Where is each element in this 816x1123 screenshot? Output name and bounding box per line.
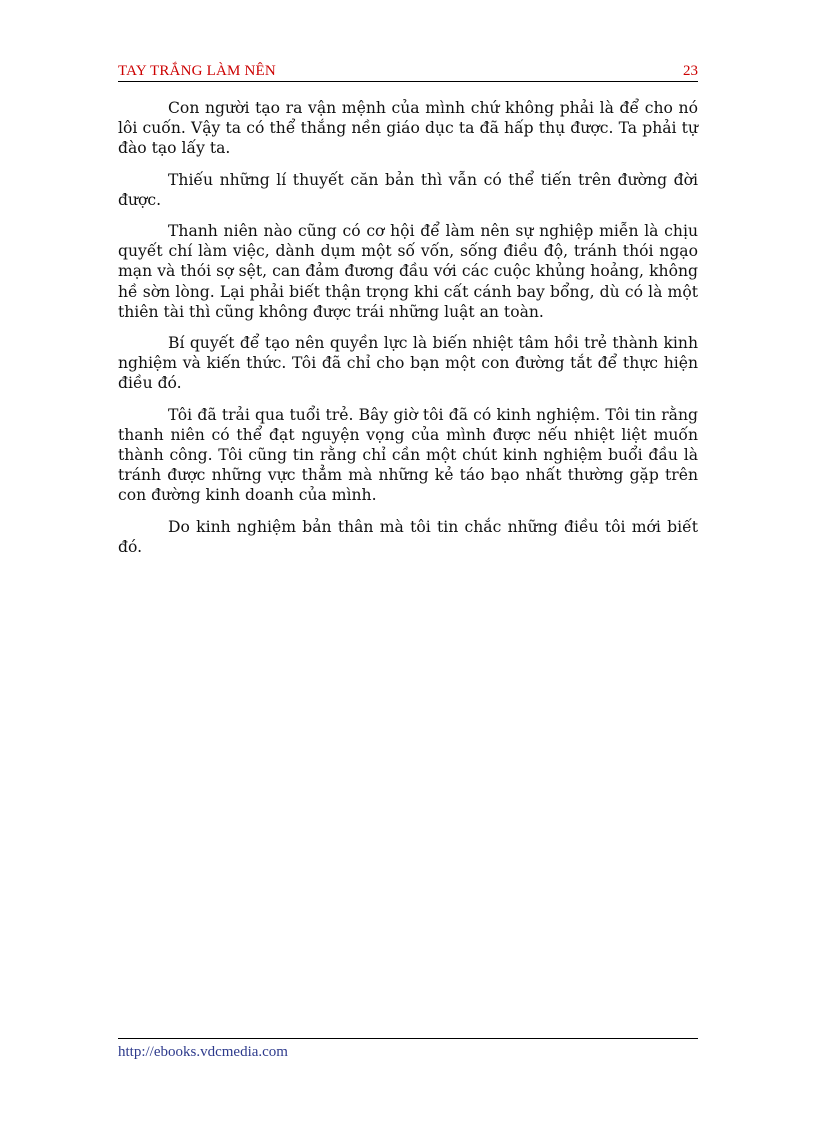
paragraph: Thanh niên nào cũng có cơ hội để làm nên sự nghiệp miễn là chịu quyết chí làm việc, dành dụm một số vốn, sống điều độ, tránh thói ngạo mạn và thói sợ sệt, can đảm đương đầu với các cuộc khủng hoảng, không hề sờn lòng. Lại phải biết thận trọng khi cất cánh bay bổng, dù có là một thiên tài thì cũng không được trái những luật an toàn. [118, 222, 698, 321]
page-number: 23 [683, 63, 698, 79]
paragraph: Bí quyết để tạo nên quyền lực là biến nhiệt tâm hồi trẻ thành kinh nghiệm và kiến thức. Tôi đã chỉ cho bạn một con đường tắt để thực hiện điều đó. [118, 334, 698, 393]
paragraph: Con người tạo ra vận mệnh của mình chứ không phải là để cho nó lôi cuốn. Vậy ta có thể thắng nền giáo dục ta đã hấp thụ được. Ta phải tự đào tạo lấy ta. [118, 99, 698, 158]
page-footer [118, 1038, 698, 1061]
page-body [118, 98, 698, 568]
page-header [118, 61, 698, 82]
paragraph: Tôi đã trải qua tuổi trẻ. Bây giờ tôi đã có kinh nghiệm. Tôi tin rằng thanh niên có thể đạt nguyện vọng của mình được nếu nhiệt liệt muốn thành công. Tôi cũng tin rằng chỉ cần một chút kinh nghiệm buổi đầu là tránh được những vực thẳm mà những kẻ táo bạo nhất thường gặp trên con đường kinh doanh của mình. [118, 405, 698, 505]
paragraph: Do kinh nghiệm bản thân mà tôi tin chắc những điều tôi mới biết đó. [118, 517, 698, 556]
paragraph: Thiếu những lí thuyết căn bản thì vẫn có thể tiến trên đường đời được. [118, 170, 698, 209]
book-title: TAY TRẮNG LÀM NÊN [118, 63, 276, 79]
footer-url: http://ebooks.vdcmedia.com [118, 1044, 288, 1060]
